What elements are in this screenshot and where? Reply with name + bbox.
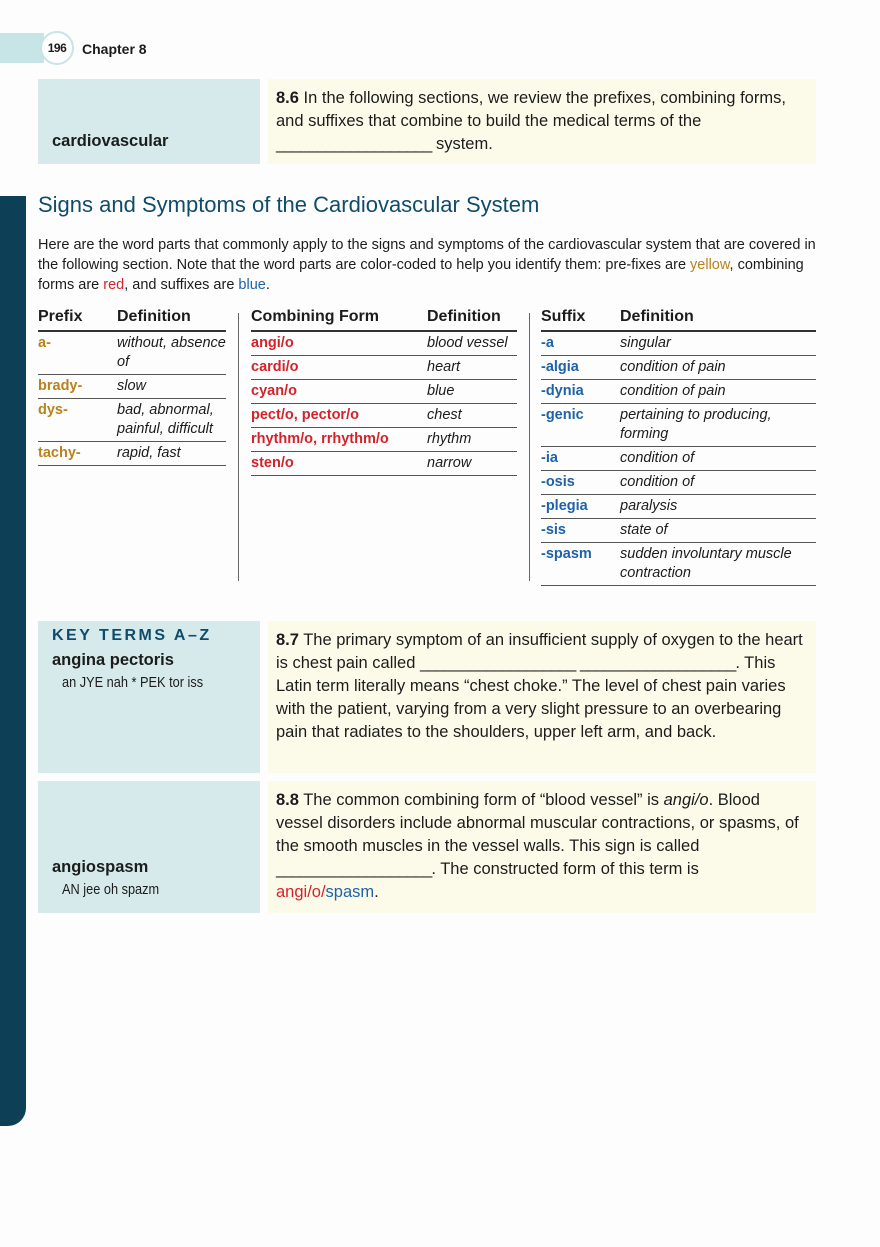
intro-text-4: . (265, 277, 270, 293)
word-part: rhythm/o, rrhythm/o (251, 428, 427, 452)
word-part-definition: sudden involuntary muscle contraction (620, 543, 816, 586)
word-part-definition: state of (620, 519, 816, 543)
page-number: 196 (40, 31, 74, 65)
word-part-definition: blue (427, 380, 517, 404)
term-box-angina-pectoris (38, 621, 260, 773)
word-part: cardi/o (251, 356, 427, 380)
word-part-definition: condition of pain (620, 356, 816, 380)
frame-text-4: . (374, 883, 379, 901)
suffix-row (541, 380, 816, 404)
key-terms-title: KEY TERMS A–Z (52, 627, 212, 644)
word-part: cyan/o (251, 380, 427, 404)
word-part: -plegia (541, 495, 620, 519)
suffix-header: Suffix (541, 308, 620, 331)
section-intro (38, 235, 818, 295)
definition-header: Definition (620, 308, 816, 331)
word-part: sten/o (251, 452, 427, 476)
definition-header: Definition (427, 308, 517, 331)
intro-red: red (103, 277, 125, 293)
word-part: brady- (38, 375, 117, 399)
intro-blue: blue (238, 277, 266, 293)
prefix-table (38, 308, 226, 466)
suffix-row (541, 356, 816, 380)
word-part: -a (541, 331, 620, 356)
term-name: angina pectoris (52, 651, 174, 669)
suffix-row (541, 495, 816, 519)
word-part: -spasm (541, 543, 620, 586)
frame-number: 8.8 (276, 791, 299, 809)
chapter-label: Chapter 8 (82, 41, 147, 57)
intro-text-3: , and suffixes are (124, 277, 239, 293)
frame-8-8 (268, 781, 816, 913)
column-divider (529, 313, 530, 581)
word-part-definition: condition of pain (620, 380, 816, 404)
answer-blank: ___________________ (276, 135, 432, 153)
prefix-row (38, 375, 226, 399)
frame-text: The common combining form of “blood vessel” is (298, 791, 664, 809)
term-box-cardiovascular (38, 79, 260, 164)
word-part-definition: slow (117, 375, 226, 399)
word-part-definition: blood vessel (427, 331, 517, 356)
prefix-header: Prefix (38, 308, 117, 331)
header-band (0, 33, 44, 63)
word-part-definition: condition of (620, 447, 816, 471)
word-part: -osis (541, 471, 620, 495)
frame-text-end: system. (431, 135, 493, 153)
frame-number: 8.7 (276, 631, 299, 649)
word-part-definition: pertaining to producing, forming (620, 404, 816, 447)
frame-number: 8.6 (276, 89, 299, 107)
combining-form-row (251, 452, 517, 476)
word-part: -ia (541, 447, 620, 471)
word-part: angi/o (251, 331, 427, 356)
italic-term: angi/o (663, 791, 709, 809)
word-part: -sis (541, 519, 620, 543)
suffix-row (541, 543, 816, 586)
intro-text-2: , combining forms are (38, 257, 804, 293)
side-bar (0, 196, 26, 1126)
suffix-row (541, 404, 816, 447)
frame-text: In the following sections, we review the prefixes, combining forms, and suffixes that combine to build the medical terms of the (276, 89, 786, 130)
word-part: -algia (541, 356, 620, 380)
suffix-row (541, 471, 816, 495)
frame-8-6 (268, 79, 816, 164)
word-part-definition: paralysis (620, 495, 816, 519)
term-name: angiospasm (52, 858, 149, 876)
combining-form-part: angi/o/ (276, 883, 326, 901)
word-part-definition: heart (427, 356, 517, 380)
word-part-definition: singular (620, 331, 816, 356)
term-box-angiospasm (38, 781, 260, 913)
prefix-row (38, 331, 226, 375)
combining-form-row (251, 356, 517, 380)
word-part: tachy- (38, 442, 117, 466)
prefix-row (38, 442, 226, 466)
combining-form-header: Combining Form (251, 308, 427, 331)
answer-blank: ___________________ (276, 860, 432, 878)
frame-text-2: . This Latin term literally means “chest choke.” The level of chest pain varies with the patient, varying from a very slight pressure to an overbearing pain that radiates to the shoulders, upper left arm, and back. (276, 654, 786, 741)
frame-text: The primary symptom of an insufficient supply of oxygen to the heart is chest pain called (276, 631, 803, 672)
prefix-row (38, 399, 226, 442)
intro-text: Here are the word parts that commonly apply to the signs and symptoms of the cardiovascular system that are covered in the following section. Note that the word parts are color-coded to help you identify them: pre-fixes are (38, 237, 816, 273)
suffix-part: spasm (325, 883, 375, 901)
combining-form-row (251, 404, 517, 428)
word-part-definition: bad, abnormal, painful, difficult (117, 399, 226, 442)
word-part-definition: rhythm (427, 428, 517, 452)
intro-yellow: yellow (690, 257, 730, 273)
suffix-row (541, 519, 816, 543)
pronunciation: AN jee oh spazm (62, 882, 160, 898)
column-divider (238, 313, 239, 581)
frame-8-7 (268, 621, 816, 773)
suffix-row (541, 447, 816, 471)
section-title: Signs and Symptoms of the Cardiovascular System (38, 192, 540, 217)
definition-header: Definition (117, 308, 226, 331)
word-part: -genic (541, 404, 620, 447)
word-part: a- (38, 331, 117, 375)
word-part-definition: without, absence of (117, 331, 226, 375)
combining-form-row (251, 380, 517, 404)
frame-text-3: . The constructed form of this term is (431, 860, 699, 878)
answer-blank: ___________________ (420, 654, 576, 672)
suffix-table (541, 308, 816, 586)
frame-text-2: . Blood vessel disorders include abnormal muscular contractions, or spasms, of the smooth muscles in the vessel walls. This sign is called (276, 791, 799, 855)
word-part-definition: condition of (620, 471, 816, 495)
suffix-row (541, 331, 816, 356)
term-name: cardiovascular (52, 132, 169, 150)
combining-form-row (251, 428, 517, 452)
word-part: pect/o, pector/o (251, 404, 427, 428)
combining-form-table (251, 308, 517, 476)
word-part-definition: chest (427, 404, 517, 428)
combining-form-row (251, 331, 517, 356)
word-part: -dynia (541, 380, 620, 404)
pronunciation: an JYE nah * PEK tor iss (62, 675, 204, 691)
answer-blank-2: ___________________ (579, 654, 736, 672)
word-part-definition: narrow (427, 452, 517, 476)
word-part: dys- (38, 399, 117, 442)
word-part-definition: rapid, fast (117, 442, 226, 466)
